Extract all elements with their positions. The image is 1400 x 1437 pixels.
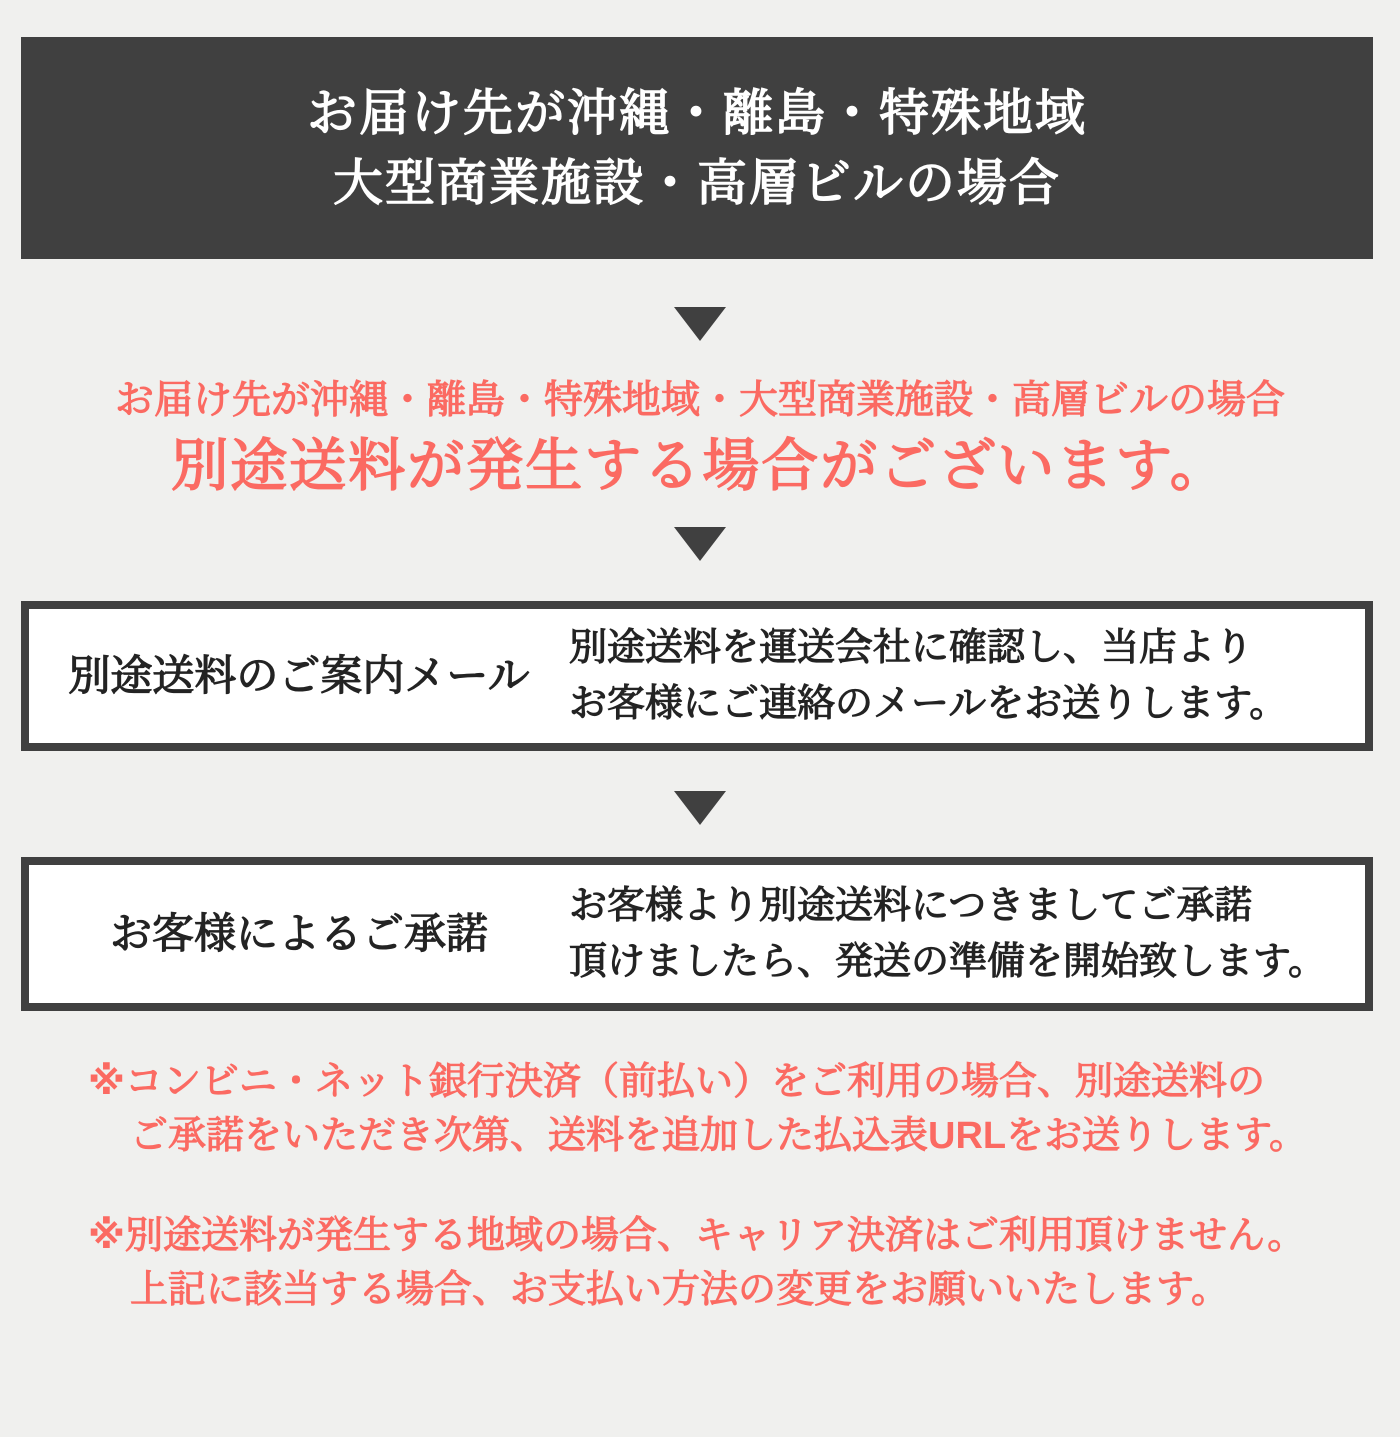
step-description-line2: お客様にご連絡のメールをお送りします。 xyxy=(569,683,1288,725)
step-description-line1: お客様より別途送料につきましてご承諾 xyxy=(569,885,1253,927)
step-description xyxy=(569,620,1287,732)
step-description-line2: 頂けましたら、発送の準備を開始致します。 xyxy=(569,941,1326,983)
step-card-customer-approval xyxy=(21,857,1373,1011)
note-line2: ご承諾をいただき次第、送料を追加した払込表URLをお送りします。 xyxy=(130,1115,1308,1157)
note-line2: 上記に該当する場合、お支払い方法の変更をお願いいたします。 xyxy=(130,1269,1229,1311)
extra-fee-notice xyxy=(0,377,1400,499)
note-line1: ※別途送料が発生する地域の場合、キャリア決済はご利用頂けません。 xyxy=(88,1215,1306,1257)
note-prepayment xyxy=(88,1055,1360,1163)
down-arrow-icon xyxy=(674,307,726,341)
notice-condition-line: お届け先が沖縄・離島・特殊地域・大型商業施設・高層ビルの場合 xyxy=(114,379,1285,422)
header-line1: お届け先が沖縄・離島・特殊地域 xyxy=(307,85,1087,141)
step-description-line1: 別途送料を運送会社に確認し、当店より xyxy=(569,627,1254,669)
header-banner xyxy=(21,37,1373,259)
notice-fee-line: 別途送料が発生する場合がございます。 xyxy=(171,434,1229,498)
down-arrow-icon xyxy=(674,527,726,561)
header-line2: 大型商業施設・高層ビルの場合 xyxy=(333,155,1061,211)
note-line1: ※コンビニ・ネット銀行決済（前払い）をご利用の場合、別途送料の xyxy=(88,1061,1265,1103)
payment-notes xyxy=(0,1055,1400,1317)
note-carrier-payment xyxy=(88,1209,1360,1317)
step-card-guide-mail xyxy=(21,601,1373,751)
shipping-fee-flow xyxy=(0,37,1400,1317)
step-description xyxy=(569,878,1326,990)
step-label: お客様によるご承諾 xyxy=(109,910,488,957)
down-arrow-icon xyxy=(674,791,726,825)
step-label: 別途送料のご案内メール xyxy=(68,652,530,699)
